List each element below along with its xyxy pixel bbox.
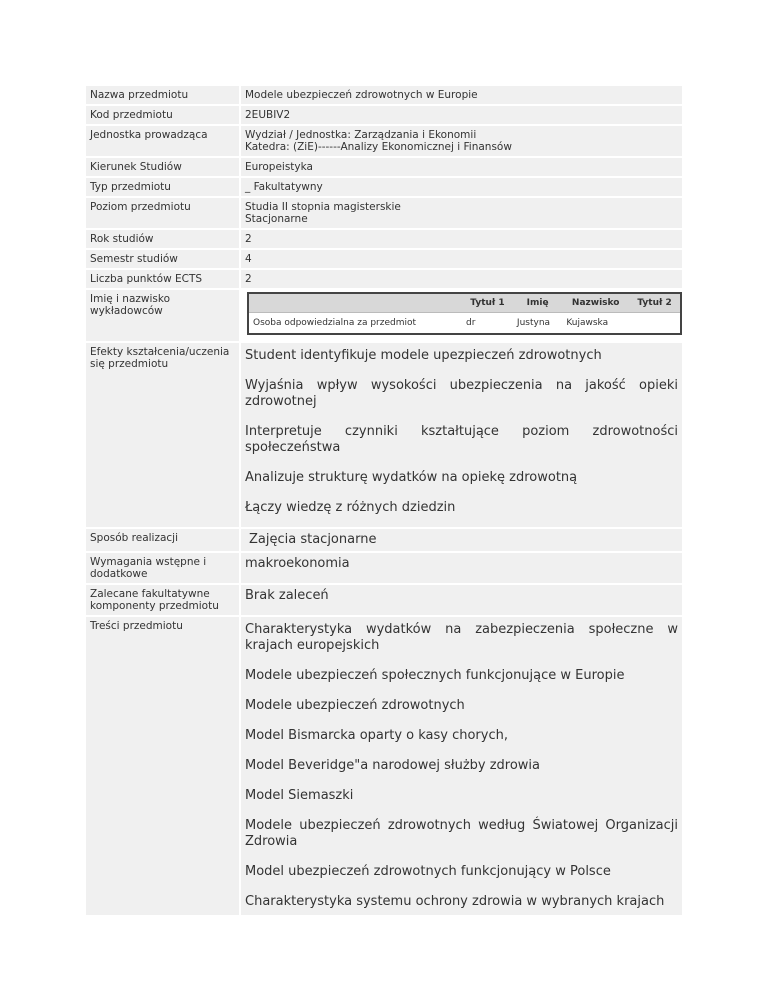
efekt-item: Wyjaśnia wpływ wysokości ubezpieczenia na jakość opieki zdrowotnej — [245, 378, 678, 409]
label-zalecane: Zalecane fakultatywne komponenty przedmiotu — [86, 585, 239, 615]
row-jednostka — [86, 126, 682, 156]
row-semestr — [86, 250, 682, 268]
tresc-item: Charakterystyka wydatków na zabezpieczenia społeczne w krajach europejskich — [245, 622, 678, 653]
row-wymagania — [86, 553, 682, 583]
lecturer-tytul1: dr — [462, 312, 513, 333]
poziom-stopien: Studia II stopnia magisterskie — [245, 201, 401, 213]
label-wymagania: Wymagania wstępne i dodatkowe — [86, 553, 239, 583]
tresc-item: Model Bismarcka oparty o kasy chorych, — [245, 728, 508, 743]
tresc-item: Model Siemaszki — [245, 788, 354, 803]
value-rok: 2 — [241, 230, 682, 248]
value-poziom — [241, 198, 682, 228]
value-zalecane: Brak zaleceń — [241, 585, 682, 615]
tresc-item: Model Beveridge"a narodowej służby zdrowia — [245, 758, 541, 773]
label-kierunek: Kierunek Studiów — [86, 158, 239, 176]
tresc-item: Modele ubezpieczeń społecznych funkcjonujące w Europie — [245, 668, 625, 683]
lecturers-header-row — [249, 294, 680, 312]
tresc-item: Charakterystyka systemu ochrony zdrowia w wybranych krajach — [245, 894, 665, 909]
label-ects: Liczba punktów ECTS — [86, 270, 239, 288]
tresc-item: Model ubezpieczeń zdrowotnych funkcjonujący w Polsce — [245, 864, 611, 879]
value-jednostka — [241, 126, 682, 156]
lecturers-row — [249, 312, 680, 333]
efekt-item: Łączy wiedzę z różnych dziedzin — [245, 500, 456, 515]
efekt-item: Student identyfikuje modele upezpieczeń zdrowotnych — [245, 348, 602, 363]
label-jednostka: Jednostka prowadząca — [86, 126, 239, 156]
lecturers-table — [247, 292, 682, 335]
row-ects — [86, 270, 682, 288]
row-typ — [86, 178, 682, 196]
value-typ: _ Fakultatywny — [241, 178, 682, 196]
jednostka-katedra: Katedra: (ZiE)------Analizy Ekonomicznej i Finansów — [245, 141, 512, 153]
lecturers-header-role — [249, 294, 462, 312]
label-efekty: Efekty kształcenia/uczenia się przedmiotu — [86, 343, 239, 527]
course-syllabus-table — [86, 86, 682, 917]
label-semestr: Semestr studiów — [86, 250, 239, 268]
tresc-item: Modele ubezpieczeń zdrowotnych — [245, 698, 465, 713]
efekt-item: Interpretuje czynniki kształtujące poziom zdrowotności społeczeństwa — [245, 424, 678, 455]
label-sposob: Sposób realizacji — [86, 529, 239, 551]
jednostka-wydzial: Wydział / Jednostka: Zarządzania i Ekonomii — [245, 129, 477, 141]
row-zalecane — [86, 585, 682, 615]
label-typ: Typ przedmiotu — [86, 178, 239, 196]
lecturers-header-imie: Imię — [513, 294, 562, 312]
value-tresci — [241, 617, 682, 915]
lecturer-nazwisko: Kujawska — [562, 312, 629, 333]
row-poziom — [86, 198, 682, 228]
label-rok: Rok studiów — [86, 230, 239, 248]
label-poziom: Poziom przedmiotu — [86, 198, 239, 228]
value-efekty — [241, 343, 682, 527]
value-kierunek: Europeistyka — [241, 158, 682, 176]
value-kod: 2EUBIV2 — [241, 106, 682, 124]
row-wykladowcy — [86, 290, 682, 341]
tresc-item: Modele ubezpieczeń zdrowotnych według Światowej Organizacji Zdrowia — [245, 818, 678, 849]
lecturer-role: Osoba odpowiedzialna za przedmiot — [249, 312, 462, 333]
poziom-forma: Stacjonarne — [245, 213, 308, 225]
label-wykladowcy: Imię i nazwisko wykładowców — [86, 290, 239, 341]
label-nazwa: Nazwa przedmiotu — [86, 86, 239, 104]
label-tresci: Treści przedmiotu — [86, 617, 239, 915]
row-efekty — [86, 343, 682, 527]
row-sposob — [86, 529, 682, 551]
value-sposob: Zajęcia stacjonarne — [241, 529, 682, 551]
lecturer-imie: Justyna — [513, 312, 562, 333]
row-kod — [86, 106, 682, 124]
lecturers-header-nazwisko: Nazwisko — [562, 294, 629, 312]
value-wymagania: makroekonomia — [241, 553, 682, 583]
value-nazwa: Modele ubezpieczeń zdrowotnych w Europie — [241, 86, 682, 104]
value-wykladowcy — [241, 290, 682, 341]
row-tresci — [86, 617, 682, 915]
value-semestr: 4 — [241, 250, 682, 268]
value-ects: 2 — [241, 270, 682, 288]
row-kierunek — [86, 158, 682, 176]
efekt-item: Analizuje strukturę wydatków na opiekę zdrowotną — [245, 470, 578, 485]
label-kod: Kod przedmiotu — [86, 106, 239, 124]
lecturers-header-tytul2: Tytuł 2 — [629, 294, 680, 312]
row-rok — [86, 230, 682, 248]
lecturers-header-tytul1: Tytuł 1 — [462, 294, 513, 312]
lecturer-tytul2 — [629, 312, 680, 333]
row-nazwa — [86, 86, 682, 104]
